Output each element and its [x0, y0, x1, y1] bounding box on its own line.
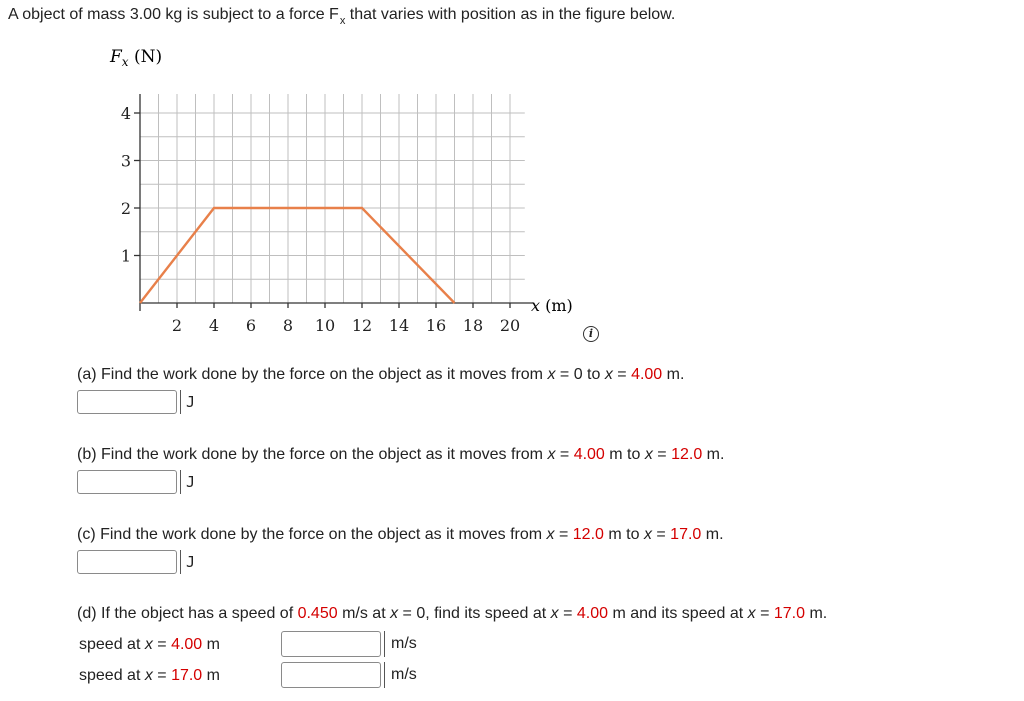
speed-1-unit: m/s: [384, 631, 417, 657]
x-tick-label: 20: [499, 316, 521, 335]
y-tick-label: 2: [120, 199, 131, 218]
answer-b-input[interactable]: [77, 470, 177, 494]
problem-statement: A object of mass 3.00 kg is subject to a force $F_x$ that varies with position as in the figure below.: [8, 6, 676, 27]
answer-b-unit: J: [180, 470, 195, 494]
speed-label-1: speed at x = 4.00 m: [79, 636, 220, 653]
graph-grid: [140, 94, 525, 303]
question-b: (b) Find the work done by the force on the object as it moves from x = 4.00 m to x = 12.0 m.: [77, 446, 725, 463]
answer-c-input[interactable]: [77, 550, 177, 574]
speed-2-unit: m/s: [384, 662, 417, 688]
y-axis-label: $F_x$ (N): [110, 47, 163, 69]
info-icon[interactable]: i: [583, 326, 599, 342]
speed-label-2: speed at x = 17.0 m: [79, 667, 220, 684]
x-tick-label: 2: [171, 316, 183, 335]
x-tick-label: 4: [208, 316, 220, 335]
speed-2-input[interactable]: [281, 662, 381, 688]
answer-a-unit: J: [180, 390, 195, 414]
graph-tick-labels: [121, 104, 520, 335]
answer-a-input[interactable]: [77, 390, 177, 414]
question-d: (d) If the object has a speed of 0.450 m/s at x = 0, find its speed at x = 4.00 m and its speed at x = 17.0 m.: [77, 605, 828, 622]
x-tick-label: 14: [388, 316, 410, 335]
x-tick-label: 10: [314, 316, 336, 335]
question-a: (a) Find the work done by the force on the object as it moves from x = 0 to x = 4.00 m.: [77, 366, 685, 383]
x-tick-label: 16: [425, 316, 447, 335]
force-subscript: x: [339, 15, 346, 27]
graph-axes: [140, 94, 533, 311]
y-tick-label: 4: [120, 104, 131, 123]
x-tick-label: 12: [351, 316, 373, 335]
x-tick-label: 8: [282, 316, 294, 335]
y-tick-label: 3: [120, 151, 131, 171]
x-tick-label: 6: [245, 316, 257, 335]
x-axis-label: x (m): [531, 296, 573, 315]
question-c: (c) Find the work done by the force on the object as it moves from x = 12.0 m to x = 17.0 m.: [77, 526, 724, 543]
x-tick-label: 18: [462, 316, 484, 335]
speed-1-input[interactable]: [281, 631, 381, 657]
force-position-graph: [0, 0, 600, 350]
y-tick-label: 1: [120, 246, 131, 266]
answer-c-unit: J: [180, 550, 195, 574]
